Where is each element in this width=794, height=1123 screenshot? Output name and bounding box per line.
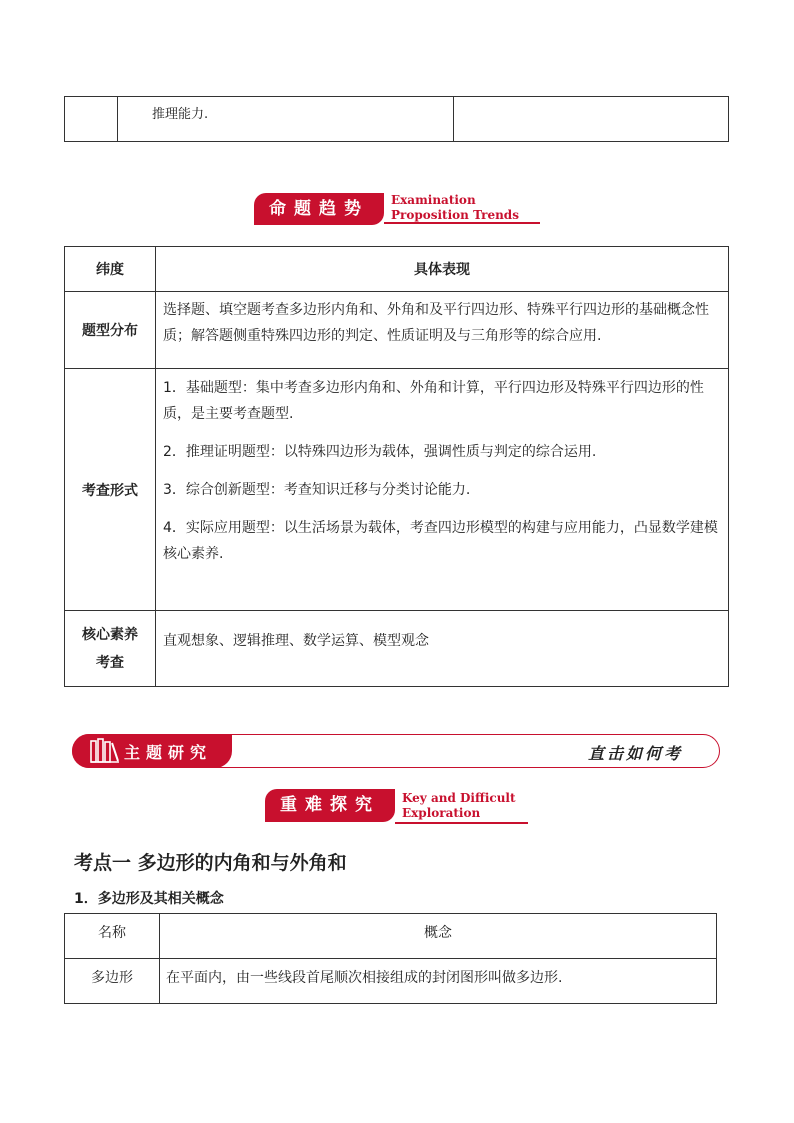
row-content: 直观想象、逻辑推理、数学运算、模型观念	[156, 611, 729, 687]
key-banner-underline	[395, 822, 528, 824]
table-cell-empty	[454, 97, 729, 142]
table-row	[65, 292, 729, 369]
row-content	[156, 369, 729, 611]
table-row	[65, 369, 729, 611]
row-dimension	[65, 611, 156, 687]
trends-banner-underline	[384, 222, 540, 224]
table-row	[65, 959, 717, 1004]
row-content: 选择题、填空题考查多边形内角和、外角和及平行四边形、特殊平行四边形的基础概念性质；解答题侧重特殊四边形的判定、性质证明及与三角形等的综合应用.	[156, 292, 729, 369]
concept-table	[64, 913, 717, 1004]
table-header-row	[65, 247, 729, 292]
sub-heading: 1．多边形及其相关概念	[74, 891, 224, 907]
continued-table	[64, 96, 729, 142]
header-concept: 概念	[160, 914, 717, 959]
key-banner-title: 重难探究	[265, 789, 395, 822]
key-banner-english	[402, 791, 516, 821]
trends-banner-english	[391, 193, 519, 223]
row-dimension-line1: 核心素养	[82, 626, 138, 643]
list-item: 4．实际应用题型：以生活场景为载体，考查四边形模型的构建与应用能力，凸显数学建模核心素养.	[163, 520, 718, 562]
table-cell-empty	[65, 97, 118, 142]
table-cell-ability: 推理能力.	[118, 97, 454, 142]
table-header-row	[65, 914, 717, 959]
trends-table	[64, 246, 729, 687]
trends-banner-english-line1: Examination	[391, 193, 476, 207]
key-banner-english-line2: Exploration	[402, 806, 481, 820]
header-content: 具体表现	[156, 247, 729, 292]
row-name: 多边形	[65, 959, 160, 1004]
section-bar-label: 主题研究	[124, 743, 213, 762]
page-heading: 考点一 多边形的内角和与外角和	[74, 852, 347, 874]
list-item: 2．推理证明题型：以特殊四边形为载体，强调性质与判定的综合运用.	[163, 444, 597, 460]
section-bar-right-text: 直击如何考	[588, 744, 684, 763]
list-item: 3．综合创新题型：考查知识迁移与分类讨论能力.	[163, 482, 471, 498]
list-item: 1．基础题型：集中考查多边形内角和、外角和计算，平行四边形及特殊平行四边形的性质，是主要考查题型.	[163, 380, 704, 422]
row-concept: 在平面内，由一些线段首尾顺次相接组成的封闭图形叫做多边形.	[160, 959, 717, 1004]
row-dimension: 题型分布	[65, 292, 156, 369]
trends-banner-english-line2: Proposition Trends	[391, 208, 519, 222]
key-banner-english-line1: Key and Difficult	[402, 791, 516, 805]
books-icon	[90, 738, 120, 764]
trends-banner-title: 命题趋势	[254, 193, 384, 225]
row-dimension-line2: 考查	[96, 654, 124, 671]
row-dimension: 考查形式	[65, 369, 156, 611]
header-name: 名称	[65, 914, 160, 959]
table-row	[65, 611, 729, 687]
header-dimension: 纬度	[65, 247, 156, 292]
